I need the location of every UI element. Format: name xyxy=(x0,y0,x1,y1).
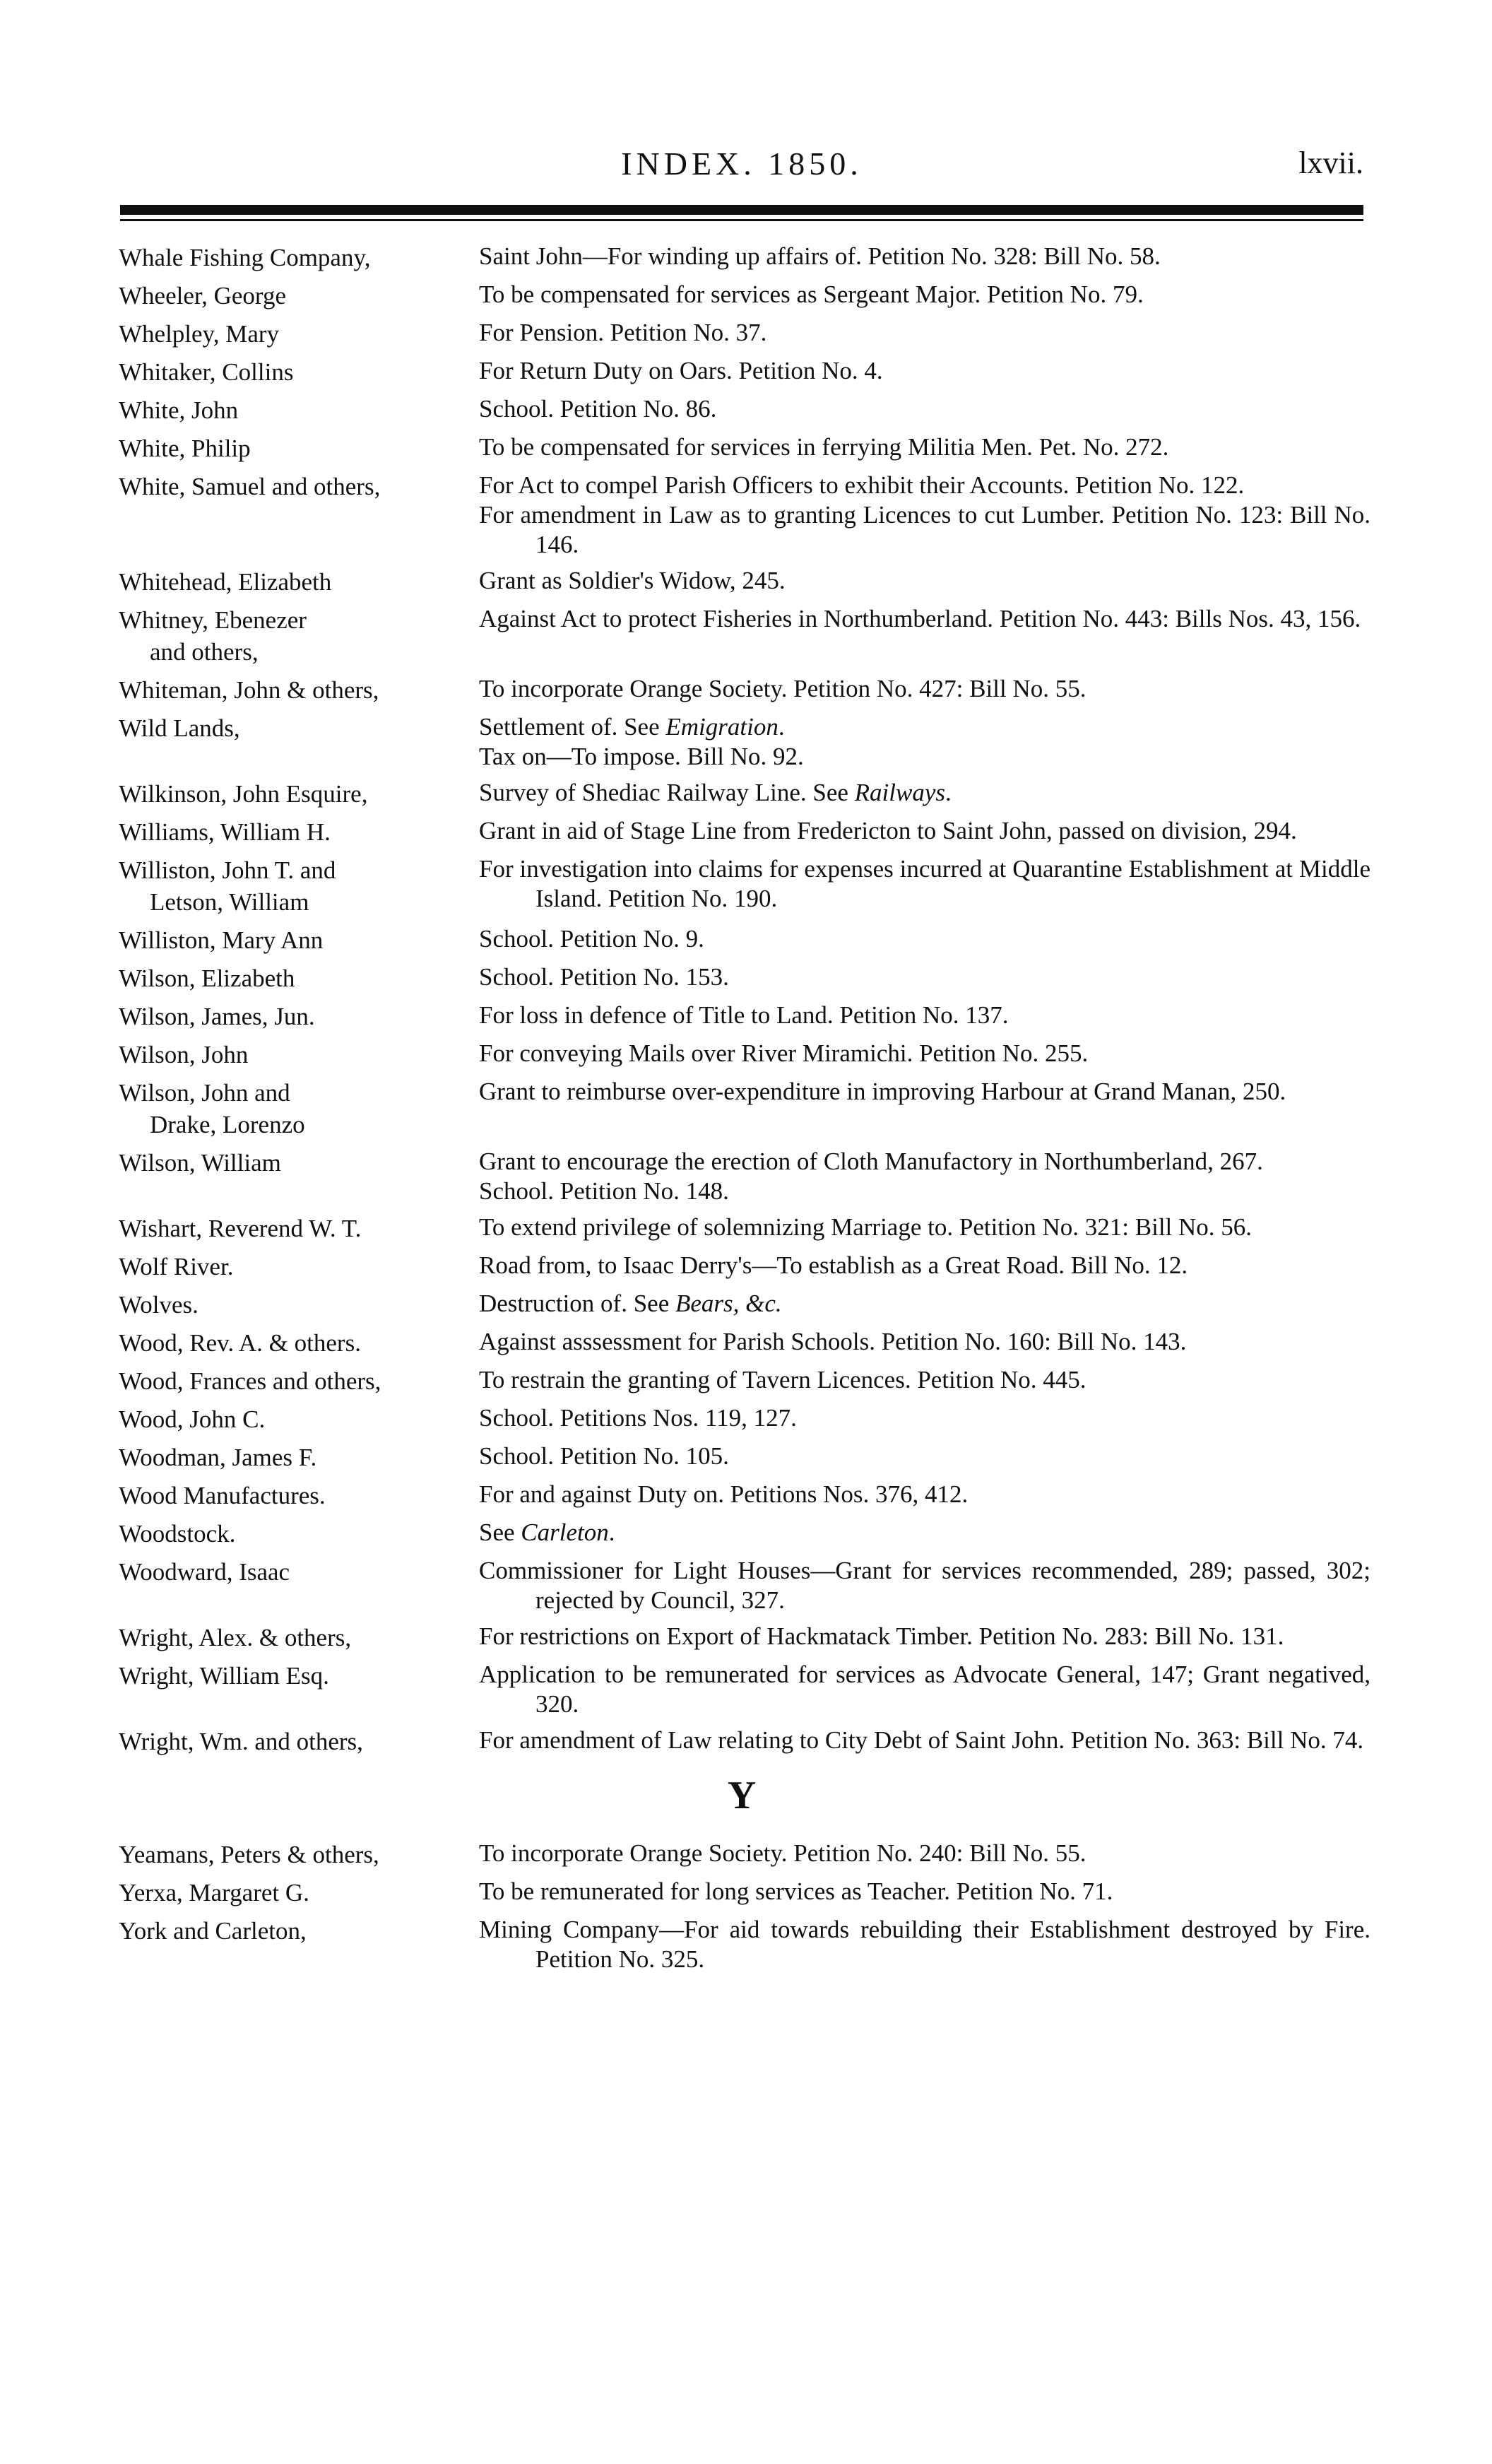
entry-name xyxy=(113,1442,479,1473)
section-letter-y: Y xyxy=(727,1774,757,1817)
entry-description xyxy=(479,1915,1370,1974)
entry-description xyxy=(479,674,1370,704)
entry-description xyxy=(479,356,1370,386)
index-entry xyxy=(113,778,1370,810)
entry-description-line: Destruction of. See Bears, &c. xyxy=(479,1290,782,1317)
entry-description xyxy=(479,1660,1370,1719)
index-entry xyxy=(113,1147,1370,1206)
entry-name xyxy=(113,1147,479,1179)
entry-description xyxy=(479,566,1370,596)
entry-name-line: Wilkinson, John Esquire, xyxy=(119,780,368,808)
entry-name-line: Williams, William H. xyxy=(119,818,331,846)
entry-name-line: Woodward, Isaac xyxy=(119,1558,290,1586)
entry-description-line: Commissioner for Light Houses—Grant for services recommended, 289; passed, 302; rejected by Council, 327. xyxy=(479,1557,1370,1614)
entry-name-line: Wolf River. xyxy=(119,1253,234,1280)
index-entry xyxy=(113,1877,1370,1909)
entry-name-line: York and Carleton, xyxy=(119,1917,307,1945)
index-entry xyxy=(113,1077,1370,1140)
italic-reference: Railways xyxy=(854,779,945,806)
index-entry xyxy=(113,1556,1370,1615)
entry-name-line: Yerxa, Margaret G. xyxy=(119,1879,309,1906)
entry-description-line: To be compensated for services in ferrying Militia Men. Pet. No. 272. xyxy=(479,433,1169,461)
index-entry xyxy=(113,1622,1370,1654)
entry-description xyxy=(479,816,1370,846)
entry-name-line: Wilson, William xyxy=(119,1149,281,1177)
entry-name-line: Wilson, John xyxy=(119,1041,249,1068)
entry-name xyxy=(113,924,479,956)
entry-name-line: White, Philip xyxy=(119,435,251,462)
entry-description xyxy=(479,1327,1370,1357)
entry-description xyxy=(479,1039,1370,1068)
entry-name-line: White, John xyxy=(119,396,239,424)
entry-description-line: To be remunerated for long services as Teacher. Petition No. 71. xyxy=(479,1878,1113,1905)
index-entry xyxy=(113,1403,1370,1435)
entry-description-line: School. Petition No. 153. xyxy=(479,963,729,991)
entry-description xyxy=(479,1442,1370,1471)
entry-description-line: For amendment in Law as to granting Licences to cut Lumber. Petition No. 123: Bill No. 146. xyxy=(479,501,1370,558)
header-rule xyxy=(120,205,1363,215)
entry-description xyxy=(479,1251,1370,1280)
entry-description xyxy=(479,280,1370,310)
entry-name xyxy=(113,778,479,810)
entry-description xyxy=(479,1213,1370,1242)
entry-name xyxy=(113,280,479,312)
entry-name-line: Whelpley, Mary xyxy=(119,320,280,348)
entry-description-line: For Return Duty on Oars. Petition No. 4. xyxy=(479,357,883,384)
entry-description xyxy=(479,1839,1370,1868)
entry-description xyxy=(479,432,1370,462)
index-entry xyxy=(113,962,1370,994)
entry-description xyxy=(479,242,1370,271)
entry-name-line: Wright, Alex. & others, xyxy=(119,1624,352,1651)
entry-description-line: To incorporate Orange Society. Petition No. 427: Bill No. 55. xyxy=(479,675,1087,702)
index-entry xyxy=(113,1915,1370,1974)
entry-description-line: Tax on—To impose. Bill No. 92. xyxy=(479,743,804,770)
entry-description xyxy=(479,1622,1370,1651)
entry-description-line: School. Petitions Nos. 119, 127. xyxy=(479,1404,797,1432)
entry-description-line: School. Petition No. 86. xyxy=(479,395,717,423)
index-entry xyxy=(113,1839,1370,1870)
entry-description-line: Application to be remunerated for services as Advocate General, 147; Grant negatived, 320. xyxy=(479,1661,1370,1718)
entry-description-line: To incorporate Orange Society. Petition No. 240: Bill No. 55. xyxy=(479,1839,1087,1867)
entry-description-line: For amendment of Law relating to City Debt of Saint John. Petition No. 363: Bill No. 74. xyxy=(479,1726,1364,1754)
entry-description-line: To restrain the granting of Tavern Licences. Petition No. 445. xyxy=(479,1366,1087,1393)
page-header xyxy=(120,145,1363,194)
index-entry xyxy=(113,1660,1370,1719)
entry-description-line: For Act to compel Parish Officers to exhibit their Accounts. Petition No. 122. xyxy=(479,471,1245,499)
index-entry xyxy=(113,356,1370,388)
entry-name-line: Wright, William Esq. xyxy=(119,1662,329,1690)
entry-description-line: For loss in defence of Title to Land. Petition No. 137. xyxy=(479,1001,1009,1029)
entry-name xyxy=(113,1365,479,1397)
index-entry xyxy=(113,471,1370,560)
entry-description-line: Saint John—For winding up affairs of. Petition No. 328: Bill No. 58. xyxy=(479,242,1161,270)
entry-description-line: Grant to reimburse over-expenditure in improving Harbour at Grand Manan, 250. xyxy=(479,1078,1286,1105)
index-entry xyxy=(113,712,1370,772)
entry-description xyxy=(479,1877,1370,1906)
entry-name xyxy=(113,1622,479,1654)
entry-description xyxy=(479,1077,1370,1107)
entry-name-line: Wood, Rev. A. & others. xyxy=(119,1329,361,1357)
entry-name-line: Wood Manufactures. xyxy=(119,1482,326,1509)
entry-name xyxy=(113,1877,479,1909)
entry-description-line: Against Act to protect Fisheries in Northumberland. Petition No. 443: Bills Nos. 43, 156. xyxy=(479,605,1361,632)
index-entry xyxy=(113,1289,1370,1321)
index-entry xyxy=(113,1726,1370,1757)
entry-description xyxy=(479,854,1370,914)
index-entry xyxy=(113,566,1370,598)
index-entry xyxy=(113,674,1370,706)
entry-name xyxy=(113,1039,479,1071)
entry-description-line: For restrictions on Export of Hackmatack Timber. Petition No. 283: Bill No. 131. xyxy=(479,1622,1284,1650)
index-entry xyxy=(113,1213,1370,1244)
italic-reference: Bears, &c. xyxy=(675,1290,782,1317)
entry-name-line: Whitehead, Elizabeth xyxy=(119,568,332,596)
entry-name xyxy=(113,1001,479,1032)
entry-description-line: For conveying Mails over River Miramichi. Petition No. 255. xyxy=(479,1039,1089,1067)
entry-description-line: School. Petition No. 9. xyxy=(479,925,704,953)
entry-description xyxy=(479,778,1370,808)
entry-name xyxy=(113,1327,479,1359)
index-entry xyxy=(113,604,1370,668)
entry-name xyxy=(113,712,479,744)
entry-name xyxy=(113,674,479,706)
y-section xyxy=(113,1839,1370,1974)
entry-name-line: Whiteman, John & others, xyxy=(119,676,379,704)
entry-name xyxy=(113,318,479,350)
entry-name xyxy=(113,1660,479,1692)
entry-name xyxy=(113,394,479,426)
entry-name xyxy=(113,1077,479,1140)
entry-name-line: Whale Fishing Company, xyxy=(119,244,371,271)
entry-description-line: Road from, to Isaac Derry's—To establish as a Great Road. Bill No. 12. xyxy=(479,1251,1188,1279)
entry-name xyxy=(113,604,479,668)
entry-description-line: For Pension. Petition No. 37. xyxy=(479,319,767,346)
entry-name-line: Wilson, James, Jun. xyxy=(119,1003,315,1030)
entry-name-line: Wright, Wm. and others, xyxy=(119,1728,363,1755)
index-entry xyxy=(113,1442,1370,1473)
entry-description xyxy=(479,962,1370,992)
entry-name xyxy=(113,1289,479,1321)
entry-description-line: Against asssessment for Parish Schools. Petition No. 160: Bill No. 143. xyxy=(479,1328,1187,1355)
index-entry xyxy=(113,242,1370,273)
entry-description xyxy=(479,1480,1370,1509)
index-entry xyxy=(113,924,1370,956)
entry-name-line: Wild Lands, xyxy=(119,714,240,742)
entry-name xyxy=(113,1403,479,1435)
index-entry xyxy=(113,816,1370,848)
entry-description xyxy=(479,471,1370,560)
index-entry xyxy=(113,280,1370,312)
entry-description-line: To be compensated for services as Sergeant Major. Petition No. 79. xyxy=(479,281,1144,308)
entry-description-line: For and against Duty on. Petitions Nos. 376, 412. xyxy=(479,1480,969,1508)
index-entry xyxy=(113,1327,1370,1359)
entry-description xyxy=(479,1289,1370,1319)
entry-description-line: To extend privilege of solemnizing Marriage to. Petition No. 321: Bill No. 56. xyxy=(479,1213,1253,1241)
entry-name-line: Williston, John T. and xyxy=(119,856,336,884)
entry-name xyxy=(113,1556,479,1588)
page-title: INDEX. 1850. xyxy=(621,146,863,182)
entry-name-line: Woodstock. xyxy=(119,1520,236,1548)
entry-description xyxy=(479,1556,1370,1615)
entry-name-line: Wishart, Reverend W. T. xyxy=(119,1215,362,1242)
entry-description xyxy=(479,1001,1370,1030)
italic-reference: Emigration xyxy=(665,713,778,741)
entry-description-line: Grant as Soldier's Widow, 245. xyxy=(479,567,786,594)
entry-description-line: Mining Company—For aid towards rebuilding their Establishment destroyed by Fire. Petition No. 325. xyxy=(479,1916,1370,1973)
index-entry xyxy=(113,1039,1370,1071)
index-entry xyxy=(113,432,1370,464)
entry-name-line: Whitney, Ebenezer xyxy=(119,606,307,634)
entry-description-line: For investigation into claims for expenses incurred at Quarantine Establishment at Middle Island. Petition No. 190. xyxy=(479,855,1370,912)
entry-description-line: School. Petition No. 148. xyxy=(479,1177,729,1205)
index-entry xyxy=(113,1001,1370,1032)
entry-description-line: Grant to encourage the erection of Cloth Manufactory in Northumberland, 267. xyxy=(479,1148,1263,1175)
entry-name-line: Wood, John C. xyxy=(119,1405,266,1433)
w-section xyxy=(113,242,1370,1757)
entry-name xyxy=(113,471,479,502)
entry-description xyxy=(479,1147,1370,1206)
entry-name-line: Wood, Frances and others, xyxy=(119,1367,381,1395)
entry-description xyxy=(479,394,1370,424)
index-entry xyxy=(113,854,1370,918)
entry-name xyxy=(113,1213,479,1244)
entry-name-line: Whitaker, Collins xyxy=(119,358,294,386)
entry-name-line: White, Samuel and others, xyxy=(119,473,381,500)
entry-name-continuation: Drake, Lorenzo xyxy=(150,1111,305,1138)
entry-name-line: Woodman, James F. xyxy=(119,1444,317,1471)
index-entry xyxy=(113,1365,1370,1397)
entry-name xyxy=(113,432,479,464)
entry-description xyxy=(479,1518,1370,1548)
entry-description-line: See Carleton. xyxy=(479,1519,615,1546)
entry-name-line: Yeamans, Peters & others, xyxy=(119,1841,379,1868)
entry-description xyxy=(479,604,1370,634)
entry-description-line: School. Petition No. 105. xyxy=(479,1442,729,1470)
entry-description-line: Survey of Shediac Railway Line. See Railways. xyxy=(479,779,952,806)
entry-description xyxy=(479,924,1370,954)
italic-reference: Carleton xyxy=(521,1519,609,1546)
entry-description xyxy=(479,318,1370,348)
entry-description xyxy=(479,1365,1370,1395)
entry-name xyxy=(113,1915,479,1947)
entry-name xyxy=(113,816,479,848)
entry-name xyxy=(113,854,479,918)
entry-name xyxy=(113,242,479,273)
entry-name xyxy=(113,1518,479,1550)
index-entry xyxy=(113,394,1370,426)
entry-name-line: Williston, Mary Ann xyxy=(119,926,324,954)
entry-name xyxy=(113,1251,479,1283)
entry-name-line: Wilson, John and xyxy=(119,1079,290,1107)
entry-name-line: Wilson, Elizabeth xyxy=(119,965,295,992)
entry-name xyxy=(113,962,479,994)
index-entry xyxy=(113,1518,1370,1550)
header-rule-thin xyxy=(120,219,1363,221)
entry-name-continuation: Letson, William xyxy=(150,888,309,916)
index-entry xyxy=(113,318,1370,350)
entry-name xyxy=(113,1480,479,1511)
entry-description-line: Grant in aid of Stage Line from Fredericton to Saint John, passed on division, 294. xyxy=(479,817,1297,844)
entry-name-continuation: and others, xyxy=(150,638,259,666)
entry-name xyxy=(113,566,479,598)
index-entries xyxy=(113,242,1370,1981)
entry-name-line: Wheeler, George xyxy=(119,282,286,310)
page-number: lxvii. xyxy=(1298,146,1363,180)
entry-description xyxy=(479,712,1370,772)
entry-name-line: Wolves. xyxy=(119,1291,199,1319)
entry-name xyxy=(113,1839,479,1870)
entry-description xyxy=(479,1403,1370,1433)
index-entry xyxy=(113,1251,1370,1283)
entry-description xyxy=(479,1726,1370,1755)
index-entry xyxy=(113,1480,1370,1511)
entry-description-line: Settlement of. See Emigration. xyxy=(479,713,785,741)
entry-name xyxy=(113,356,479,388)
entry-name xyxy=(113,1726,479,1757)
